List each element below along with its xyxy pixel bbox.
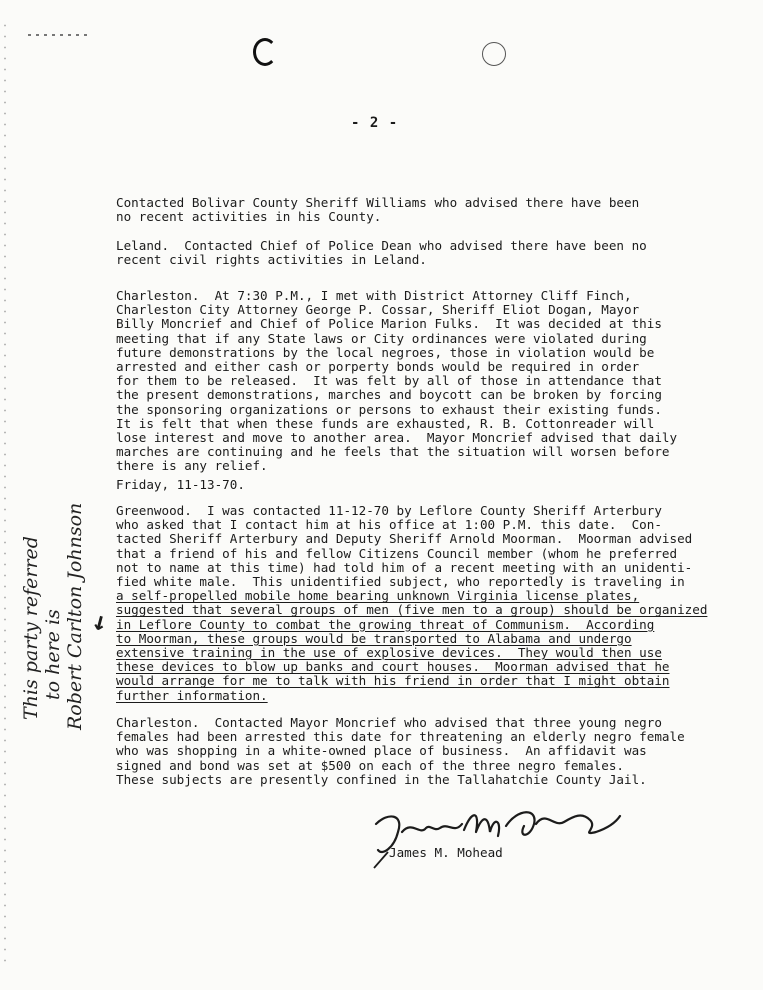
page-number: - 2 - <box>351 115 399 131</box>
date-heading: Friday, 11-13-70. <box>116 477 245 492</box>
punch-hole-left <box>253 38 277 66</box>
check-mark-icon: ↓ <box>88 605 112 639</box>
handwritten-line-1: This party referred <box>20 536 42 720</box>
corner-mark <box>28 34 88 36</box>
handwritten-margin-note <box>20 430 86 730</box>
greenwood-text: Greenwood. I was contacted 11-12-70 by Leflore County Sheriff Arterbury who asked that I contact him at his office at 1:00 P.M. this date. Con- tacted Sheriff Arterbury and Deputy Sheriff Arnold Moorman. Moorman advised that a friend of his and fellow Citizens Council member (whom he preferred not to name at this time) had told him of a recent meeting with an unidenti- fied white male. This unidentified subject, who reportedly is traveling in <box>116 503 693 590</box>
signature-name: James M. Mohead <box>389 845 503 860</box>
handwritten-line-3: Robert Carlton Johnson <box>64 502 86 730</box>
paragraph-charleston-meeting: Charleston. At 7:30 P.M., I met with District Attorney Cliff Finch, Charleston City Attorney George P. Cossar, Sheriff Eliot Dogan, Mayor Billy Moncrief and Chief of Police Marion Fulks. It was decided at this meeting that if any State laws or City ordinances were violated during future demonstrations by the local negroes, those in violation would be arrested and either cash or porperty bonds would be required in order for them to be released. It was felt by all of those in attendance that the present demonstrations, marches and boycott can be broken by forcing the sponsoring organizations or persons to exhaust their existing funds. It is felt that when these funds are exhausted, R. B. Cottonreader will lose interest and move to another area. Mayor Moncrief advised that daily marches are continuing and he feels that the situation will worsen before there is any relief. <box>116 288 678 474</box>
handwritten-signature <box>368 802 628 872</box>
paragraph-greenwood <box>116 503 708 703</box>
paragraph-leland: Leland. Contacted Chief of Police Dean who advised there have been no recent civil rights activities in Leland. <box>116 238 647 268</box>
paragraph-bolivar: Contacted Bolivar County Sheriff Williams who advised there have been no recent activities in his County. <box>116 195 640 225</box>
handwritten-line-2: to here is <box>42 609 64 700</box>
edge-perforation <box>2 20 8 970</box>
paragraph-charleston-arrest: Charleston. Contacted Mayor Moncrief who advised that three young negro females had been arrested this date for threatening an elderly negro female who was shopping in a white-owned place of business. An affidavit was signed and bond was set at $500 on each of the three negro females. These subjects are presently confined in the Tallahatchie County Jail. <box>116 715 685 787</box>
greenwood-underlined-text: a self-propelled mobile home bearing unknown Virginia license plates, suggested that several groups of men (five men to a group) should be organized in Leflore County to combat the growing threat of Communism. According to Moorman, these groups would be transported to Alabama and undergo extensive training in the use of explosive devices. They would then use these devices to blow up banks and court houses. Moorman advised that he would arrange for me to talk with his friend in order that I might obtain further information. <box>116 588 708 703</box>
punch-hole-right <box>482 42 506 66</box>
